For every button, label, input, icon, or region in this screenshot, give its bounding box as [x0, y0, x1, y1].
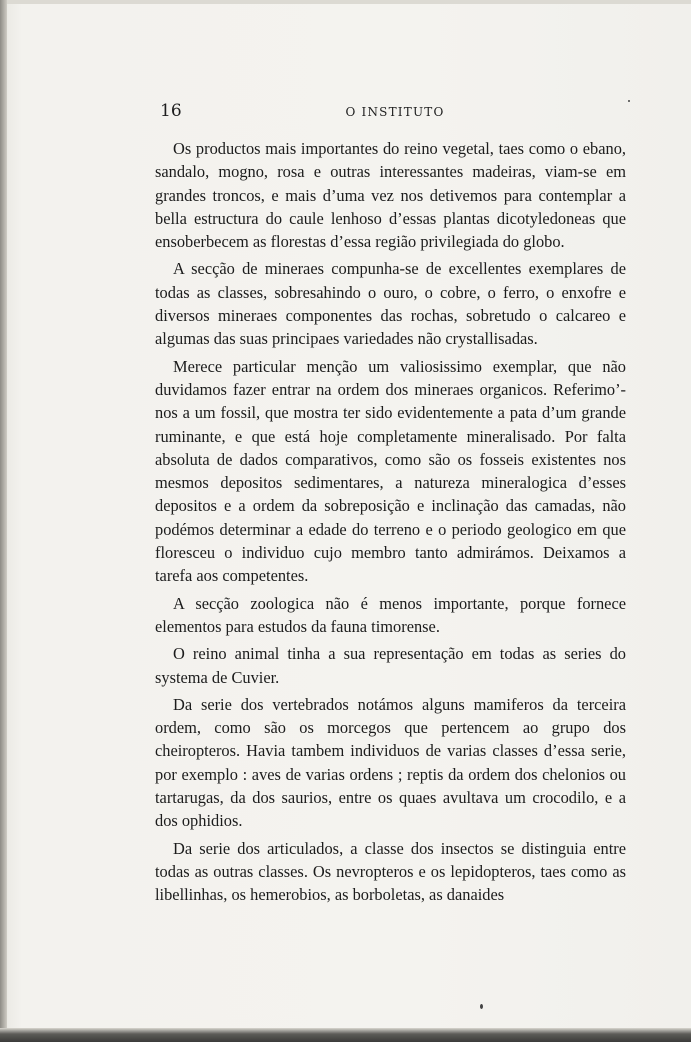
- running-head: O INSTITUTO: [345, 105, 445, 119]
- paragraph-reino-animal: O reino animal tinha a sua representação em todas as series do systema de Cuvier.: [155, 644, 626, 687]
- page-binding-edge: [0, 0, 7, 1042]
- paragraph-vegetal: Os productos mais importantes do reino vegetal, taes como o ebano, sandalo, mogno, rosa e outras interessantes madeiras, viam-se em grandes troncos, e mais d’uma vez nos detivemos para contemplar a bella estructura do caule lenhoso d’essas plantas dicotyledoneas que ensoberbecem as florestas d’essa região privilegiada do globo.: [155, 139, 626, 252]
- page-bottom-edge: [0, 1028, 691, 1042]
- page-header: [160, 101, 630, 125]
- ink-speck: [628, 100, 630, 102]
- paragraph-zoologica: A secção zoologica não é menos importante, porque fornece elementos para estudos da fauna timorense.: [155, 593, 626, 636]
- page-top-edge: [0, 0, 691, 4]
- paragraph-mineraes: A secção de mineraes compunha-se de excellentes exemplares de todas as classes, sobresahindo o ouro, o cobre, o ferro, o enxofre e diversos mineraes componentes das rochas, sobretudo o calcareo e algumas das suas principaes variedades não crystallisadas.: [155, 259, 626, 349]
- page-number: 16: [160, 101, 182, 121]
- paragraph-vertebrados: Da serie dos vertebrados notámos alguns mamiferos da terceira ordem, como são os morcegos que pertencem ao grupo dos cheiropteros. Havia tambem individuos de varias classes d’essa serie, por exemplo : aves de varias ordens ; reptis da ordem dos chelonios ou tartarugas, da dos saurios, entre os quaes avultava um crocodilo, e a dos ophidios.: [155, 694, 626, 831]
- ink-speck: [480, 1004, 483, 1009]
- paragraph-articulados: Da serie dos articulados, a classe dos insectos se distinguia entre todas as outras classes. Os nevropteros e os lepidopteros, taes como as libellinhas, os hemerobios, as borboletas, as danaides: [155, 838, 626, 905]
- body-text: [155, 137, 626, 911]
- paragraph-fossil: Merece particular menção um valiosissimo exemplar, que não duvidamos fazer entrar na ordem dos mineraes organicos. Referimo’-nos a um fossil, que mostra ter sido evidentemente a pata d’um grande ruminante, e que está hoje completamente mineralisado. Por falta absoluta de dados comparativos, como são os fosseis existentes nos mesmos depositos sedimentares, a natureza mineralogica d’esses depositos e a ordem da sobreposição e inclinação das camadas, não podémos determinar a edade do terreno e o periodo geologico em que floresceu o individuo cujo membro tanto admirámos. Deixamos a tarefa aos competentes.: [155, 356, 626, 586]
